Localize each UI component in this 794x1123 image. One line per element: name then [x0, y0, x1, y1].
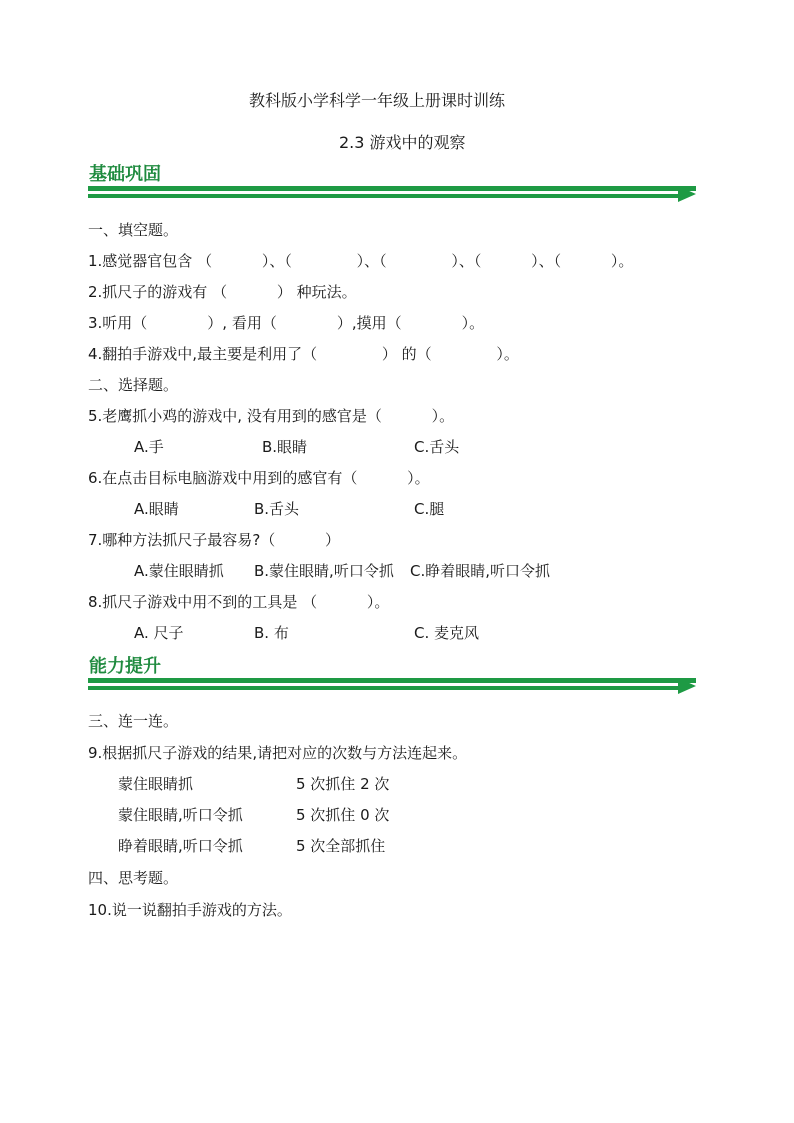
q7-option-a: A.蒙住眼睛抓	[134, 562, 224, 580]
question-7: 7.哪种方法抓尺子最容易?（ ）	[88, 531, 341, 549]
question-4: 4.翻拍手游戏中,最主要是利用了（ ） 的（ ）。	[88, 345, 519, 363]
match-right-2: 5 次抓住 0 次	[296, 806, 390, 824]
q5-option-b: B.眼睛	[262, 438, 308, 456]
question-10: 10.说一说翻拍手游戏的方法。	[88, 901, 292, 919]
question-8: 8.抓尺子游戏中用不到的工具是 （ ）。	[88, 593, 390, 611]
section-divider-advanced	[88, 678, 696, 694]
q6-option-c: C.腿	[414, 500, 445, 518]
section-heading-basic: 基础巩固	[89, 164, 161, 185]
part1-heading: 一、填空题。	[88, 221, 179, 239]
q6-option-b: B.舌头	[254, 500, 300, 518]
page-title: 教科版小学科学一年级上册课时训练	[249, 91, 506, 110]
section-heading-advanced: 能力提升	[89, 656, 161, 677]
question-3: 3.听用（ ）, 看用（ ）,摸用（ ）。	[88, 314, 485, 332]
part4-heading: 四、思考题。	[88, 869, 179, 887]
match-left-3: 睁着眼睛,听口令抓	[118, 837, 243, 855]
question-1: 1.感觉器官包含 （ ）、（ ）、（ ）、（ ）、（ ）。	[88, 252, 634, 270]
match-right-1: 5 次抓住 2 次	[296, 775, 390, 793]
page-subtitle: 2.3 游戏中的观察	[339, 133, 466, 152]
q8-option-a: A. 尺子	[134, 624, 184, 642]
q8-option-b: B. 布	[254, 624, 289, 642]
q6-option-a: A.眼睛	[134, 500, 179, 518]
q5-option-c: C.舌头	[414, 438, 460, 456]
match-left-2: 蒙住眼睛,听口令抓	[118, 806, 243, 824]
part2-heading: 二、选择题。	[88, 376, 179, 394]
question-2: 2.抓尺子的游戏有 （ ） 种玩法。	[88, 283, 357, 301]
question-9: 9.根据抓尺子游戏的结果,请把对应的次数与方法连起来。	[88, 744, 468, 762]
match-right-3: 5 次全部抓住	[296, 837, 386, 855]
q7-option-b: B.蒙住眼睛,听口令抓	[254, 562, 394, 580]
q8-option-c: C. 麦克风	[414, 624, 480, 642]
q5-option-a: A.手	[134, 438, 164, 456]
question-5: 5.老鹰抓小鸡的游戏中, 没有用到的感官是（ ）。	[88, 407, 455, 425]
match-left-1: 蒙住眼睛抓	[118, 775, 194, 793]
q7-option-c: C.睁着眼睛,听口令抓	[410, 562, 551, 580]
part3-heading: 三、连一连。	[88, 712, 179, 730]
question-6: 6.在点击目标电脑游戏中用到的感官有（ ）。	[88, 469, 430, 487]
section-divider-basic	[88, 186, 696, 202]
